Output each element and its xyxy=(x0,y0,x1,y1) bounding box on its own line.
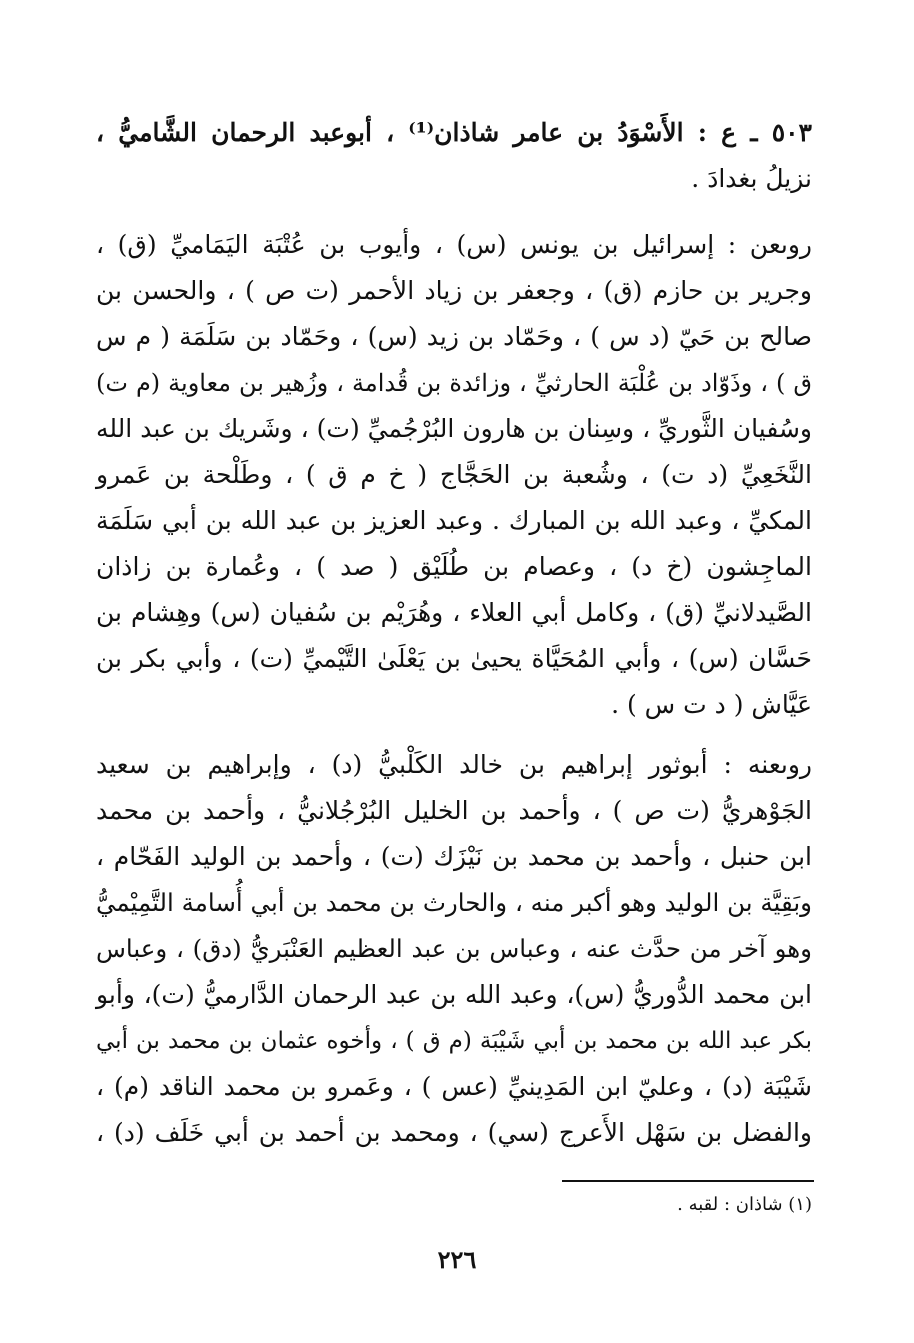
narrated-by-paragraph xyxy=(96,742,812,1156)
narrated-from-paragraph xyxy=(96,222,812,728)
narrated-by-line: روىعنه : أبوثور إبراهيم بن خالد الكَلْبيُّ (د) ، وإبراهيم بن سعيد xyxy=(96,750,812,779)
entry-heading-paragraph xyxy=(96,110,812,202)
narrated-from-line: ق ) ، وذَوّاد بن عُلْبَة الحارثيِّ ، وزائدة بن قُدامة ، وزُهير بن معاوية (م ت) xyxy=(96,369,812,397)
narrated-by-line: شَيْبَة (د) ، وعليّ ابن المَدِينيِّ (عس ) ، وعَمرو بن محمد الناقد (م) ، xyxy=(96,1072,812,1101)
narrated-from-line: الماجِشون (خ د) ، وعصام بن طُلَيْق ( صد ) ، وعُمارة بن زاذان xyxy=(96,552,812,581)
entry-heading-line: نزيلُ بغدادَ . xyxy=(691,164,812,193)
narrated-from-line: المكيِّ ، وعبد الله بن المبارك . وعبد العزيز بن عبد الله بن أبي سَلَمَة xyxy=(96,506,812,535)
narrated-from-line: وجرير بن حازم (ق) ، وجعفر بن زياد الأحمر (ت ص ) ، والحسن بن xyxy=(96,276,812,305)
narrated-by-line: وبَقِيَّة بن الوليد وهو أكبر منه ، والحارث بن محمد بن أبي أُسامة التَّمِيْميُّ xyxy=(96,888,812,917)
narrated-from-line: صالح بن حَيّ (د س ) ، وحَمّاد بن زيد (س) ، وحَمّاد بن سَلَمَة ( م س xyxy=(96,322,812,351)
narrated-from-line: عَيَّاش ( د ت س ) . xyxy=(611,690,812,719)
narrated-by-line: الجَوْهريُّ (ت ص ) ، وأحمد بن الخليل البُرْجُلانيُّ ، وأحمد بن محمد xyxy=(96,796,812,825)
narrated-from-line: النَّخَعِيِّ (د ت) ، وشُعبة بن الحَجَّاج ( خ م ق ) ، وطَلْحة بن عَمرو xyxy=(96,460,812,489)
narrated-from-line: وسُفيان الثَّوريِّ ، وسِنان بن هارون البُرْجُميِّ (ت) ، وشَريك بن عبد الله xyxy=(96,414,812,443)
narrated-from-line: الصَّيدلانيِّ (ق) ، وكامل أبي العلاء ، وهُرَيْم بن سُفيان (س) وهِشام بن xyxy=(96,598,812,627)
page-number: ٢٢٦ xyxy=(437,1245,477,1274)
narrated-by-line: والفضل بن سَهْل الأَعرج (سي) ، ومحمد بن أحمد بن أبي خَلَف (د) ، xyxy=(96,1118,812,1147)
narrated-by-line: وهو آخر من حدَّث عنه ، وعباس بن عبد العظيم العَنْبَريُّ (دق) ، وعباس xyxy=(96,934,812,963)
entry-heading-line: ٥٠٣ ـ ع : الأَسْوَدُ بن عامر شاذان⁽¹⁾ ، أبوعبد الرحمان الشَّاميُّ ، xyxy=(96,118,812,147)
narrated-by-line: ابن حنبل ، وأحمد بن محمد بن نَيْزَك (ت) ، وأحمد بن الوليد الفَحّام ، xyxy=(96,842,812,871)
footnote: (١) شاذان : لقبه . xyxy=(677,1194,812,1215)
narrated-from-line: روىعن : إسرائيل بن يونس (س) ، وأيوب بن عُتْبَة اليَمَاميِّ (ق) ، xyxy=(96,230,812,259)
narrated-from-line: حَسَّان (س) ، وأبي المُحَيَّاة يحيىٰ بن يَعْلَىٰ التَّيْميِّ (ت) ، وأبي بكر بن xyxy=(96,644,812,673)
footnote-divider xyxy=(562,1180,814,1182)
narrated-by-line: ابن محمد الدُّوريُّ (س)، وعبد الله بن عبد الرحمان الدَّارميُّ (ت)، وأبو xyxy=(96,980,812,1009)
narrated-by-line: بكر عبد الله بن محمد بن أبي شَيْبَة (م ق ) ، وأخوه عثمان بن محمد بن أبي xyxy=(96,1028,812,1054)
